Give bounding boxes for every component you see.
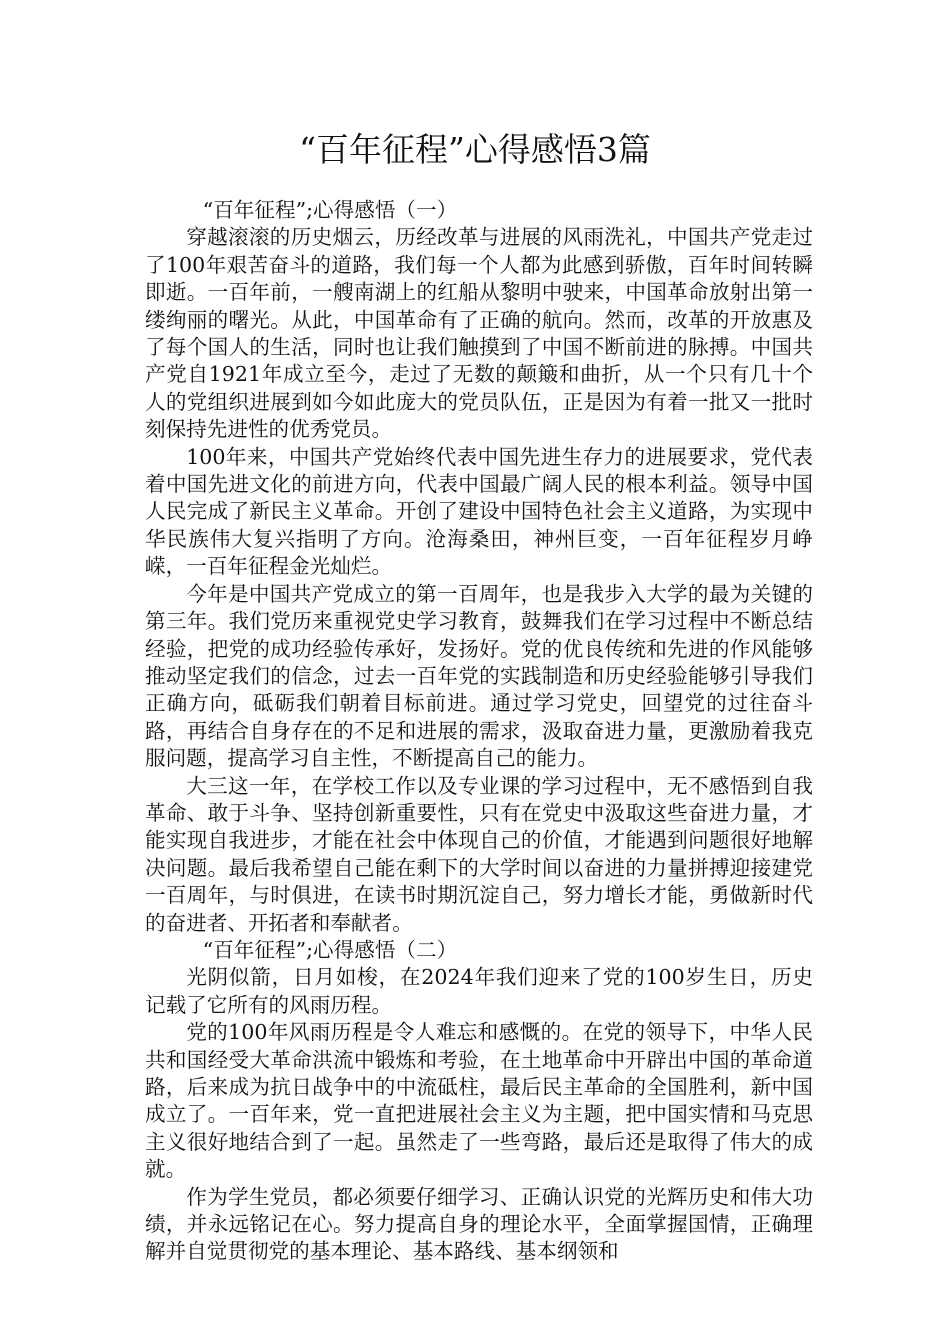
document-title: “百年征程”心得感悟3篇 — [299, 130, 651, 169]
document-body — [145, 197, 813, 1266]
section-heading: “百年征程”;心得感悟（一） — [202, 198, 458, 222]
paragraph: 穿越滚滚的历史烟云，历经改革与进展的风雨洗礼，中国共产党走过了100年艰苦奋斗的道路，我们每一个人都为此感到骄傲，百年时间转瞬即逝。一百年前，一艘南湖上的红船从黎明中驶来，中国革命放射出第一缕绚丽的曙光。从此，中国革命有了正确的航向。然而，改革的开放惠及了每个国人的生活，同时也让我们触摸到了中国不断前进的脉搏。中国共产党自1921年成立至今，走过了无数的颠簸和曲折，从一个只有几十个人的党组织进展到如今如此庞大的党员队伍，正是因为有着一批又一批时刻保持先进性的优秀党员。 — [145, 225, 813, 442]
paragraph: 今年是中国共产党成立的第一百周年，也是我步入大学的最为关键的第三年。我们党历来重视党史学习教育，鼓舞我们在学习过程中不断总结经验，把党的成功经验传承好，发扬好。党的优良传统和先进的作风能够推动坚定我们的信念，过去一百年党的实践制造和历史经验能够引导我们正确方向，砥砺我们朝着目标前进。通过学习党史，回望党的过往奋斗路，再结合自身存在的不足和进展的需求，汲取奋进力量，更激励着我克服问题，提高学习自主性，不断提高自己的能力。 — [145, 581, 813, 771]
paragraph: 光阴似箭，日月如梭，在2024年我们迎来了党的100岁生日，历史记载了它所有的风雨历程。 — [145, 965, 813, 1017]
section-heading: “百年征程”;心得感悟（二） — [202, 937, 458, 962]
paragraph: 党的100年风雨历程是令人难忘和感慨的。在党的领导下，中华人民共和国经受大革命洪流中锻炼和考验，在土地革命中开辟出中国的革命道路，后来成为抗日战争中的中流砥柱，最后民主革命的全国胜利，新中国成立了。一百年来，党一直把进展社会主义为主题，把中国实情和马克思主义很好地结合到了一起。虽然走了一些弯路，最后还是取得了伟大的成就。 — [145, 1020, 813, 1182]
paragraph: 作为学生党员，都必须要仔细学习、正确认识党的光辉历史和伟大功绩，并永远铭记在心。努力提高自身的理论水平，全面掌握国情，正确理解并自觉贯彻党的基本理论、基本路线、基本纲领和 — [145, 1184, 813, 1264]
paragraph: 大三这一年，在学校工作以及专业课的学习过程中，无不感悟到自我革命、敢于斗争、坚持创新重要性，只有在党史中汲取这些奋进力量，才能实现自我进步，才能在社会中体现自己的价值，才能遇到问题很好地解决问题。最后我希望自己能在剩下的大学时间以奋进的力量拼搏迎接建党一百周年，与时俱进，在读书时期沉淀自己，努力增长才能，勇做新时代的奋进者、开拓者和奉献者。 — [145, 773, 813, 935]
paragraph: 100年来，中国共产党始终代表中国先进生存力的进展要求，党代表着中国先进文化的前进方向，代表中国最广阔人民的根本利益。领导中国人民完成了新民主义革命。开创了建设中国特色社会主义道路，为实现中华民族伟大复兴指明了方向。沧海桑田，神州巨变，一百年征程岁月峥嵘，一百年征程金光灿烂。 — [145, 444, 813, 579]
